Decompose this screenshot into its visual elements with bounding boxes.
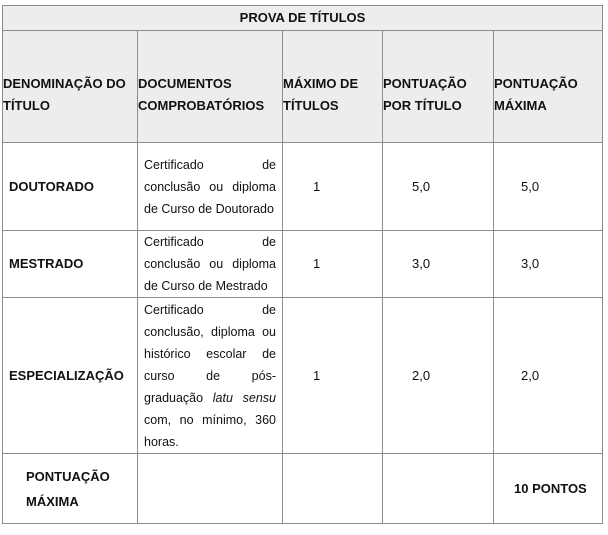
table-row xyxy=(3,298,603,454)
table-title: PROVA DE TÍTULOS xyxy=(3,6,603,31)
row-max-points: 5,0 xyxy=(494,143,603,231)
row-points-per-title: 2,0 xyxy=(383,298,494,454)
row-documents: Certificado de conclusão ou diploma de Curso de Mestrado xyxy=(138,231,283,298)
row-max-points: 3,0 xyxy=(494,231,603,298)
row-title: MESTRADO xyxy=(3,231,138,298)
table-row xyxy=(3,143,603,231)
row-documents: Certificado de conclusão ou diploma de Curso de Doutorado xyxy=(138,143,283,231)
documents-text-end: com, no mínimo, 360 horas. xyxy=(144,412,276,449)
total-empty-cell xyxy=(283,454,383,524)
row-documents xyxy=(138,298,283,454)
table-row xyxy=(3,231,603,298)
row-max-titles: 1 xyxy=(283,231,383,298)
header-documentos: DOCUMENTOS COMPROBATÓRIOS xyxy=(138,31,283,143)
header-row xyxy=(3,31,603,143)
total-value: 10 PONTOS xyxy=(494,454,603,524)
row-max-points: 2,0 xyxy=(494,298,603,454)
header-pontuacao-maxima: PONTUAÇÃO MÁXIMA xyxy=(494,31,603,143)
prova-titulos-table xyxy=(2,5,603,524)
total-row xyxy=(3,454,603,524)
header-pontuacao-titulo: PONTUAÇÃO POR TÍTULO xyxy=(383,31,494,143)
row-max-titles: 1 xyxy=(283,143,383,231)
total-empty-cell xyxy=(138,454,283,524)
total-empty-cell xyxy=(383,454,494,524)
row-max-titles: 1 xyxy=(283,298,383,454)
total-label: PONTUAÇÃO MÁXIMA xyxy=(3,454,138,524)
row-title: ESPECIALIZAÇÃO xyxy=(3,298,138,454)
row-points-per-title: 3,0 xyxy=(383,231,494,298)
row-points-per-title: 5,0 xyxy=(383,143,494,231)
row-title: DOUTORADO xyxy=(3,143,138,231)
header-denominacao: DENOMINAÇÃO DO TÍTULO xyxy=(3,31,138,143)
documents-italic-term: latu sensu xyxy=(212,390,276,405)
documents-text: Certificado de conclusão, diploma ou histórico escolar de curso de pós-graduação xyxy=(144,302,276,405)
header-maximo: MÁXIMO DE TÍTULOS xyxy=(283,31,383,143)
